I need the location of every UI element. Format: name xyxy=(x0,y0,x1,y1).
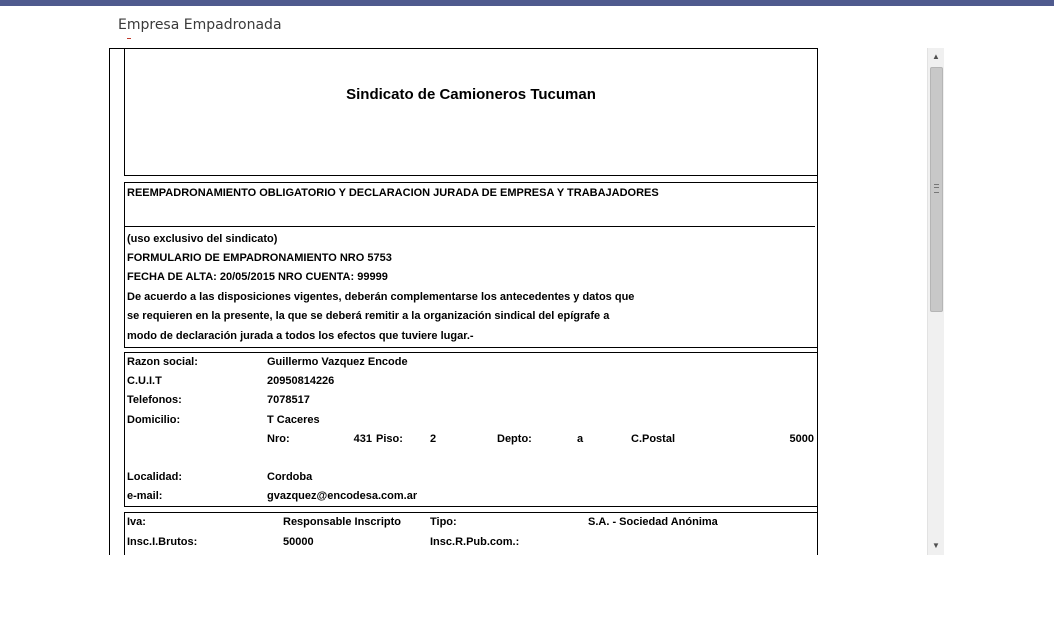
report-page xyxy=(109,48,818,555)
razon-social-value: Guillermo Vazquez Encode xyxy=(267,356,408,368)
report-viewer[interactable] xyxy=(109,48,943,555)
domicilio-label: Domicilio: xyxy=(127,414,181,426)
nro-value: 431 xyxy=(353,433,372,445)
tipo-label: Tipo: xyxy=(430,516,457,528)
cuit-label: C.U.I.T xyxy=(127,375,162,387)
razon-social-label: Razon social: xyxy=(127,356,198,368)
iva-value: Responsable Inscripto xyxy=(283,516,401,528)
fiscal-data-box xyxy=(124,512,818,555)
declaration-heading: REEMPADRONAMIENTO OBLIGATORIO Y DECLARACION JURADA DE EMPRESA Y TRABAJADORES xyxy=(127,187,659,199)
scrollbar-thumb[interactable] xyxy=(930,67,943,312)
declaration-line: modo de declaración jurada a todos los efectos que tuviere lugar.- xyxy=(127,330,474,342)
declaration-line: De acuerdo a las disposiciones vigentes, deberán complementarse los antecedentes y datos que xyxy=(127,291,635,303)
page-title: Empresa Empadronada xyxy=(118,17,282,33)
email-value: gvazquez@encodesa.com.ar xyxy=(267,490,418,502)
domicilio-value: T Caceres xyxy=(267,414,320,426)
telefonos-label: Telefonos: xyxy=(127,394,182,406)
scroll-down-arrow-icon[interactable]: ▼ xyxy=(932,541,940,550)
localidad-label: Localidad: xyxy=(127,471,183,483)
piso-label: Piso: xyxy=(376,433,403,445)
scroll-up-arrow-icon[interactable]: ▲ xyxy=(932,52,940,61)
depto-value: a xyxy=(577,433,584,445)
iibb-label: Insc.I.Brutos: xyxy=(127,536,198,548)
cuit-value: 20950814226 xyxy=(267,375,335,387)
nro-label: Nro: xyxy=(267,433,290,445)
declaration-line: FORMULARIO DE EMPADRONAMIENTO NRO 5753 xyxy=(127,252,392,264)
declaration-line: (uso exclusivo del sindicato) xyxy=(127,233,278,245)
iibb-value: 50000 xyxy=(283,536,314,548)
depto-label: Depto: xyxy=(497,433,532,445)
declaration-line: se requieren en la presente, la que se deberá remitir a la organización sindical del epígrafe a xyxy=(127,310,610,322)
declaration-box xyxy=(124,182,818,348)
report-viewport xyxy=(109,48,943,555)
piso-value: 2 xyxy=(430,433,437,445)
email-label: e-mail: xyxy=(127,490,163,502)
report-header-box xyxy=(124,48,818,176)
declaration-divider xyxy=(125,226,815,227)
top-accent-bar xyxy=(0,0,1054,6)
cpostal-label: C.Postal xyxy=(631,433,676,445)
declaration-line: FECHA DE ALTA: 20/05/2015 NRO CUENTA: 99999 xyxy=(127,271,388,283)
localidad-value: Cordoba xyxy=(267,471,313,483)
company-data-box xyxy=(124,352,818,507)
cpostal-value: 5000 xyxy=(789,433,814,445)
vertical-scrollbar[interactable] xyxy=(927,48,944,555)
title-underline-mark xyxy=(127,38,131,39)
telefonos-value: 7078517 xyxy=(267,394,310,406)
grip-icon xyxy=(934,184,939,193)
rpub-label: Insc.R.Pub.com.: xyxy=(430,536,520,548)
organization-title: Sindicato de Camioneros Tucuman xyxy=(346,86,596,103)
iva-label: Iva: xyxy=(127,516,146,528)
tipo-value: S.A. - Sociedad Anónima xyxy=(588,516,718,528)
